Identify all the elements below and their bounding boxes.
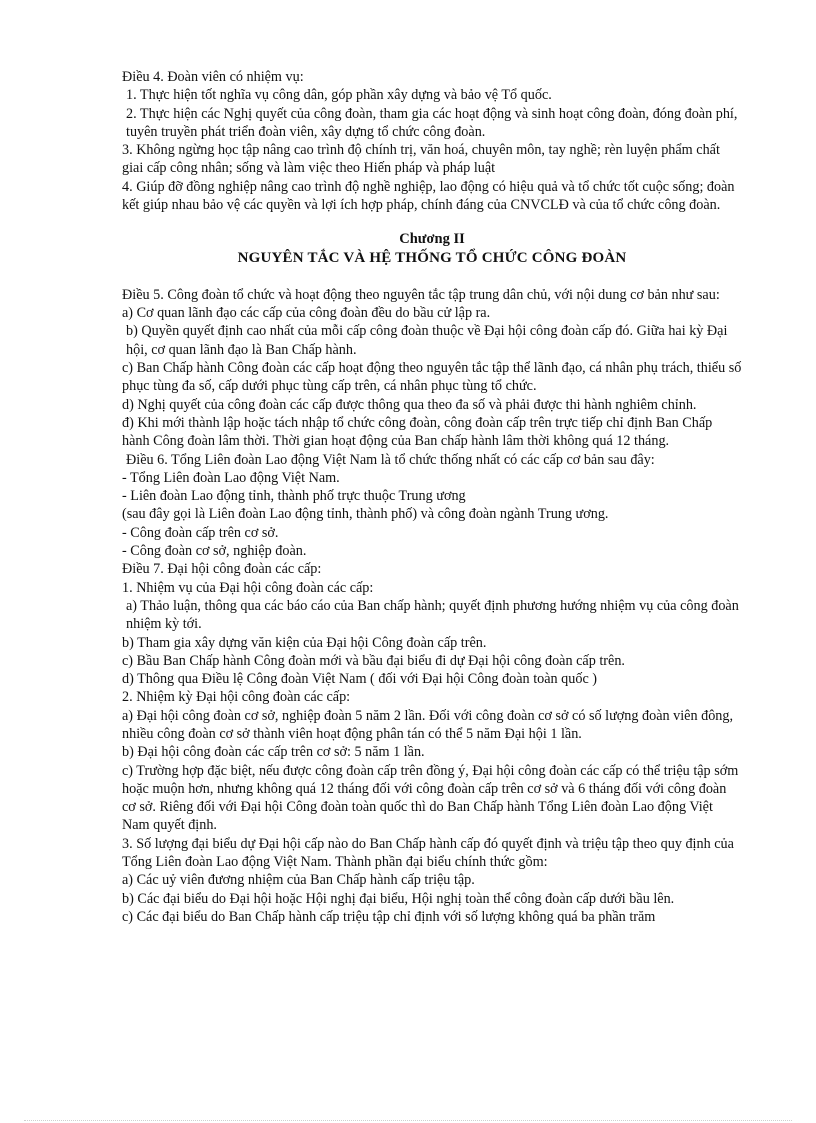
article-6-item-3: - Công đoàn cấp trên cơ sở. [122,524,279,541]
page-bottom-divider [24,1120,792,1121]
document-page [122,68,742,926]
article-7-1-d: d) Thông qua Điều lệ Công đoàn Việt Nam ( đối với Đại hội Công đoàn toàn quốc ) [122,671,598,688]
article-6-item-1: - Tổng Liên đoàn Lao động Việt Nam. [122,469,340,486]
article-5-item-c: c) Ban Chấp hành Công đoàn các cấp hoạt động theo nguyên tắc tập thể lãnh đạo, cá nhân phụ trách, thiểu số phục tùng đa số, cấp dưới phục tùng cấp trên, cá nhân phục tùng tổ chức. [122,360,742,395]
article-6-heading: Điều 6. Tổng Liên đoàn Lao động Việt Nam là tổ chức thống nhất có các cấp cơ bản sau đây: [126,451,655,468]
article-7-heading: Điều 7. Đại hội công đoàn các cấp: [122,561,322,578]
article-7-section-3: 3. Số lượng đại biểu dự Đại hội cấp nào do Ban Chấp hành cấp đó quyết định và triệu tập theo quy định của Tổng Liên đoàn Lao động Việt Nam. Thành phần đại biểu chính thức gồm: [122,835,734,871]
article-4-heading: Điều 4. Đoàn viên có nhiệm vụ: [122,69,304,85]
article-5-item-d: d) Nghị quyết của công đoàn các cấp được thông qua theo đa số và phải được thi hành nghiêm chỉnh. [122,396,697,413]
article-7-1-b: b) Tham gia xây dựng văn kiện của Đại hội Công đoàn cấp trên. [122,634,487,651]
article-7-section-2: 2. Nhiệm kỳ Đại hội công đoàn các cấp: [122,689,351,706]
article-4-item-1: 1. Thực hiện tốt nghĩa vụ công dân, góp phần xây dựng và bảo vệ Tổ quốc. [126,87,552,104]
article-7-2-c: c) Trường hợp đặc biệt, nếu được công đoàn cấp trên đồng ý, Đại hội công đoàn các cấp có thể triệu tập sớm hoặc muộn hơn, nhưng không quá 12 tháng đối với công đoàn cấp trên cơ sở và 6 tháng đối với công đoàn cơ sở. Riêng đối với Đại hội Công đoàn toàn quốc thì do Ban Chấp hành Tổng Liên đoàn Lao động Việt Nam quyết định. [122,762,739,834]
article-5-heading: Điều 5. Công đoàn tổ chức và hoạt động theo nguyên tắc tập trung dân chủ, với nội dung cơ bản như sau: [122,286,720,303]
article-7-2-a: a) Đại hội công đoàn cơ sở, nghiệp đoàn 5 năm 2 lần. Đối với công đoàn cơ sở có số lượng đoàn viên đông, nhiều công đoàn cơ sở thành viên hoạt động phân tán có thể 5 năm Đại hội 1 lần. [122,707,734,742]
chapter-heading: Chương II [399,231,465,248]
article-4-item-4: 4. Giúp đỡ đồng nghiệp nâng cao trình độ nghề nghiệp, lao động có hiệu quả và tổ chức tốt cuộc sống; đoàn kết giúp nhau bảo vệ các quyền và lợi ích hợp pháp, chính đáng của CNVCLĐ và của tổ chức công đoàn. [122,178,735,214]
article-5-item-dd: đ) Khi mới thành lập hoặc tách nhập tổ chức công đoàn, công đoàn cấp trên trực tiếp chỉ định Ban Chấp hành Công đoàn lâm thời. Thời gian hoạt động của Ban chấp hành lâm thời không quá 12 tháng. [122,414,713,450]
article-7-3-a: a) Các uỷ viên đương nhiệm của Ban Chấp hành cấp triệu tập. [122,872,475,889]
article-7-1-a: a) Thảo luận, thông qua các báo cáo của Ban chấp hành; quyết định phương hướng nhiệm vụ của công đoàn nhiệm kỳ tới. [126,597,739,633]
article-5-item-b: b) Quyền quyết định cao nhất của mỗi cấp công đoàn thuộc về Đại hội công đoàn cấp đó. Giữa hai kỳ Đại hội, cơ quan lãnh đạo là Ban Chấp hành. [126,323,728,358]
article-7-section-1: 1. Nhiệm vụ của Đại hội công đoàn các cấp: [122,579,374,596]
article-7-3-b: b) Các đại biểu do Đại hội hoặc Hội nghị đại biểu, Hội nghị toàn thể công đoàn cấp dưới bầu lên. [122,890,675,907]
chapter-title: NGUYÊN TẮC VÀ HỆ THỐNG TỔ CHỨC CÔNG ĐOÀN [237,249,627,266]
article-7-3-c: c) Các đại biểu do Ban Chấp hành cấp triệu tập chỉ định với số lượng không quá ba phần trăm [122,908,656,925]
article-6-item-4: - Công đoàn cơ sở, nghiệp đoàn. [122,543,307,560]
article-7-1-c: c) Bầu Ban Chấp hành Công đoàn mới và bầu đại biểu đi dự Đại hội công đoàn cấp trên. [122,652,625,669]
article-6-item-2: - Liên đoàn Lao động tỉnh, thành phố trực thuộc Trung ương [122,488,466,505]
article-5-item-a: a) Cơ quan lãnh đạo các cấp của công đoàn đều do bầu cử lập ra. [122,305,491,322]
article-6-item-2-note: (sau đây gọi là Liên đoàn Lao động tỉnh, thành phố) và công đoàn ngành Trung ương. [122,506,609,523]
article-7-2-b: b) Đại hội công đoàn các cấp trên cơ sở: 5 năm 1 lần. [122,744,425,761]
article-4-item-2: 2. Thực hiện các Nghị quyết của công đoàn, tham gia các hoạt động và sinh hoạt công đoàn, đóng đoàn phí, tuyên truyền phát triển đoàn viên, xây dựng tổ chức công đoàn. [126,105,738,140]
article-4-item-3: 3. Không ngừng học tập nâng cao trình độ chính trị, văn hoá, chuyên môn, tay nghề; rèn luyện phẩm chất giai cấp công nhân; sống và làm việc theo Hiến pháp và pháp luật [122,142,720,177]
